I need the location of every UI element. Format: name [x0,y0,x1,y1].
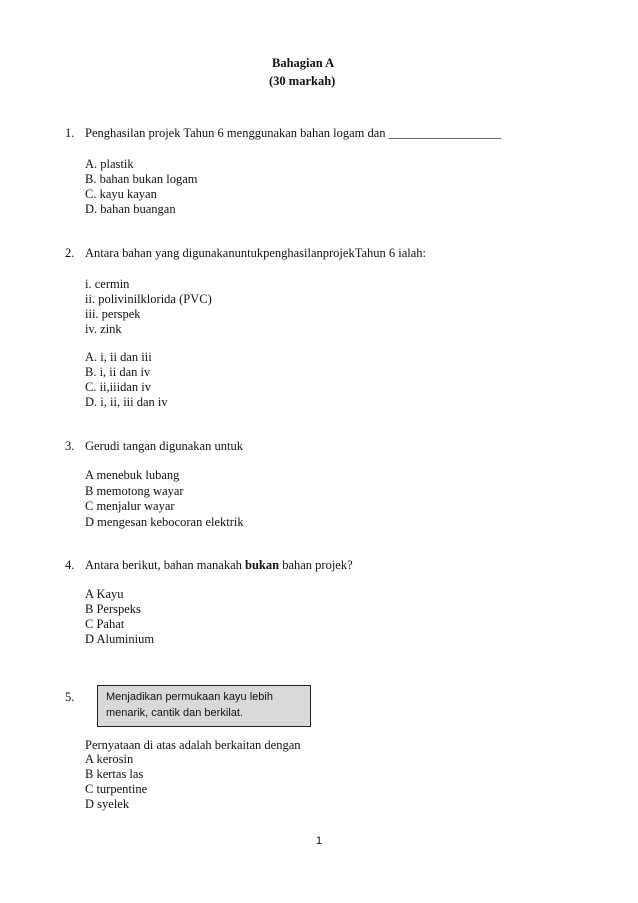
option-d: D mengesan kebocoran elektrik [85,515,244,529]
option-c: C turpentine [85,782,148,796]
question-stem: Pernyataan di atas adalah berkaitan dengan [85,738,301,752]
option-c: C Pahat [85,617,125,631]
statement-iii: iii. perspek [85,307,141,321]
question-stem [85,558,353,573]
option-d: D syelek [85,797,130,811]
option-a: A menebuk lubang [85,468,180,482]
stem-emphasis: bukan [245,558,280,572]
stem-text-before: Antara berikut, bahan manakah [85,558,246,572]
option-d: D. i, ii, iii dan iv [85,395,168,409]
option-c: C. kayu kayan [85,187,157,201]
option-b: B. i, ii dan iv [85,365,151,379]
statement-ii: ii. polivinilklorida (PVC) [85,292,212,306]
option-a: A Kayu [85,587,124,601]
section-title: Bahagian A [272,56,335,70]
option-b: B Perspeks [85,602,141,616]
option-b: B memotong wayar [85,484,184,498]
question-number: 5. [65,690,75,704]
question-number: 1. [65,126,75,140]
statement-line-1: Menjadikan permukaan kayu lebih [106,691,273,703]
option-a: A. plastik [85,157,134,171]
question-stem: Gerudi tangan digunakan untuk [85,439,243,453]
option-b: B. bahan bukan logam [85,172,198,186]
option-b: B kertas las [85,767,144,781]
option-c: C. ii,iiidan iv [85,380,151,394]
statement-iv: iv. zink [85,322,122,336]
statement-i: i. cermin [85,277,130,291]
statement-line-2: menarik, cantik dan berkilat. [106,707,243,719]
question-stem: Antara bahan yang digunakanuntukpenghasilanprojekTahun 6 ialah: [85,246,427,260]
option-d: D. bahan buangan [85,202,176,216]
option-a: A kerosin [85,752,134,766]
question-number: 2. [65,246,75,260]
option-a: A. i, ii dan iii [85,350,152,364]
statement-box [97,685,311,727]
option-d: D Aluminium [85,632,155,646]
question-number: 3. [65,439,75,453]
stem-text-after: bahan projek? [279,558,353,572]
section-marks: (30 markah) [269,74,336,88]
option-c: C menjalur wayar [85,499,175,513]
question-number: 4. [65,558,75,572]
question-stem: Penghasilan projek Tahun 6 menggunakan bahan logam dan __________________ [85,126,502,140]
page-number: 1 [315,835,323,847]
